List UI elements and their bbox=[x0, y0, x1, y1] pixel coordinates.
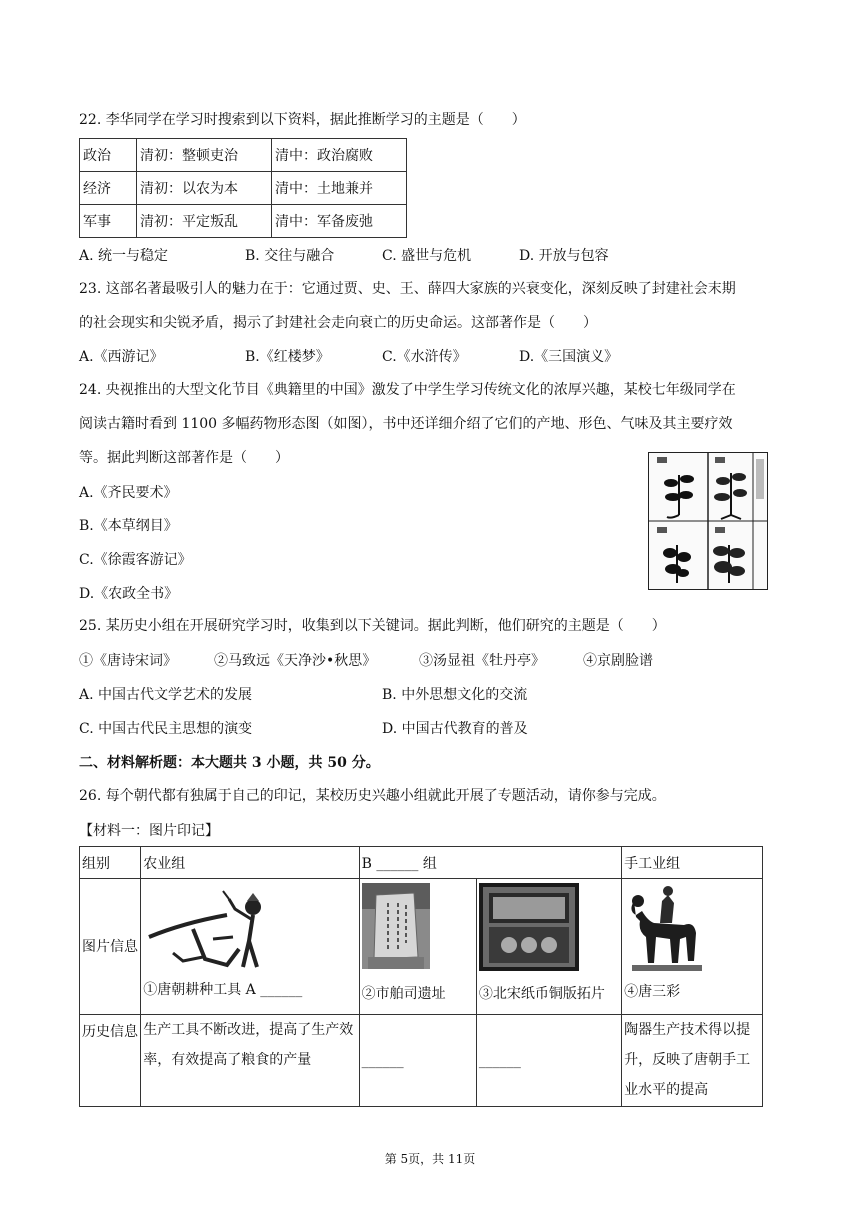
banknote-image bbox=[479, 879, 619, 983]
image-cell-sancai bbox=[622, 879, 763, 1015]
section-heading: 二、材料解析题：本大题共 3 小题，共 50 分。 bbox=[79, 755, 380, 771]
q25-option-c: C. 中国古代民主思想的演变 bbox=[79, 721, 253, 737]
q23-stem-line2: 的社会现实和尖锐矛盾，揭示了封建社会走向衰亡的历史命运。这部著作是（ ） bbox=[79, 315, 597, 331]
table-cell: 清初：整顿吏治 bbox=[137, 139, 272, 172]
material-title: 【材料一：图片印记】 bbox=[79, 823, 219, 839]
q24-stem-line2: 阅读古籍时看到 1100 多幅药物形态图（如图），书中还详细介绍了它们的产地、形色、气味及其主要疗效 bbox=[79, 416, 733, 432]
q25-option-a: A. 中国古代文学艺术的发展 bbox=[79, 687, 253, 703]
caption: ①唐朝耕种工具 A ______ bbox=[143, 982, 303, 998]
table-cell: 经济 bbox=[80, 172, 137, 205]
q24-option-a: A.《齐民要术》 bbox=[79, 485, 178, 501]
image-cell-shibosi bbox=[359, 879, 476, 1015]
q22-option-d: D. 开放与包容 bbox=[519, 248, 609, 264]
page-footer: 第 5页，共 11页 bbox=[384, 1152, 476, 1166]
table-cell: 清中：军备废弛 bbox=[272, 205, 407, 238]
table-header: 手工业组 bbox=[622, 847, 763, 879]
camel-image bbox=[624, 879, 760, 981]
q25-option-b: B. 中外思想文化的交流 bbox=[382, 687, 528, 703]
q26-stem: 26. 每个朝代都有独属于自己的印记，某校历史兴趣小组就此开展了专题活动，请你参与完成。 bbox=[79, 788, 666, 804]
q23-stem-line1: 23. 这部名著最吸引人的魅力在于：它通过贾、史、王、薛四大家族的兴衰变化，深刻反映了封建社会末期 bbox=[79, 281, 736, 297]
plow-image bbox=[143, 879, 356, 979]
answer-blank: ______ bbox=[476, 1015, 621, 1107]
q24-option-d: D.《农政全书》 bbox=[79, 586, 179, 602]
image-cell-banknote bbox=[476, 879, 621, 1015]
caption: ④唐三彩 bbox=[624, 984, 681, 1000]
q24-stem-line1: 24. 央视推出的大型文化节目《典籍里的中国》激发了中学生学习传统文化的浓厚兴趣，某校七年级同学在 bbox=[79, 382, 736, 398]
q22-option-b: B. 交往与融合 bbox=[245, 248, 335, 264]
table-cell: 清中：土地兼并 bbox=[272, 172, 407, 205]
stele-image bbox=[362, 879, 474, 983]
q23-option-d: D.《三国演义》 bbox=[519, 349, 619, 365]
q25-keyword-1: ①《唐诗宋词》 bbox=[79, 653, 177, 669]
row-label: 历史信息 bbox=[80, 1015, 141, 1107]
q22-stem: 22. 李华同学在学习时搜索到以下资料，据此推断学习的主题是（ ） bbox=[79, 112, 526, 128]
table-header: 组别 bbox=[80, 847, 141, 879]
table-header: 农业组 bbox=[141, 847, 359, 879]
q22-table bbox=[79, 138, 407, 238]
q24-option-b: B.《本草纲目》 bbox=[79, 518, 178, 534]
table-cell: 清初：以农为本 bbox=[137, 172, 272, 205]
q25-keyword-2: ②马致远《天净沙•秋思》 bbox=[214, 653, 377, 669]
table-cell: 清中：政治腐败 bbox=[272, 139, 407, 172]
q24-stem-line3: 等。据此判断这部著作是（ ） bbox=[79, 450, 289, 466]
q25-option-d: D. 中国古代教育的普及 bbox=[382, 721, 528, 737]
q22-option-a: A. 统一与稳定 bbox=[79, 248, 169, 264]
q23-option-a: A.《西游记》 bbox=[79, 349, 164, 365]
caption: ②市舶司遗址 bbox=[361, 986, 446, 1002]
herb-illustration bbox=[648, 452, 768, 590]
image-cell-plow bbox=[141, 879, 359, 1015]
table-cell: 军事 bbox=[80, 205, 137, 238]
table-cell: 政治 bbox=[80, 139, 137, 172]
q26-table bbox=[79, 846, 763, 1107]
q25-stem: 25. 某历史小组在开展研究学习时，收集到以下关键词。据此判断，他们研究的主题是（ ） bbox=[79, 618, 666, 634]
q22-option-c: C. 盛世与危机 bbox=[382, 248, 472, 264]
table-cell: 清初：平定叛乱 bbox=[137, 205, 272, 238]
q25-keyword-4: ④京剧脸谱 bbox=[583, 653, 653, 669]
row-label: 图片信息 bbox=[80, 879, 141, 1015]
q25-keyword-3: ③汤显祖《牡丹亭》 bbox=[419, 653, 545, 669]
answer-blank: ______ bbox=[359, 1015, 476, 1107]
caption: ③北宋纸币铜版拓片 bbox=[478, 986, 605, 1002]
table-cell: 生产工具不断改进，提高了生产效率，有效提高了粮食的产量 bbox=[141, 1015, 359, 1107]
q24-option-c: C.《徐霞客游记》 bbox=[79, 552, 192, 568]
q23-option-c: C.《水浒传》 bbox=[382, 349, 467, 365]
table-cell: 陶器生产技术得以提升，反映了唐朝手工业水平的提高 bbox=[622, 1015, 763, 1107]
q23-option-b: B.《红楼梦》 bbox=[245, 349, 330, 365]
table-header: B ______ 组 bbox=[359, 847, 621, 879]
